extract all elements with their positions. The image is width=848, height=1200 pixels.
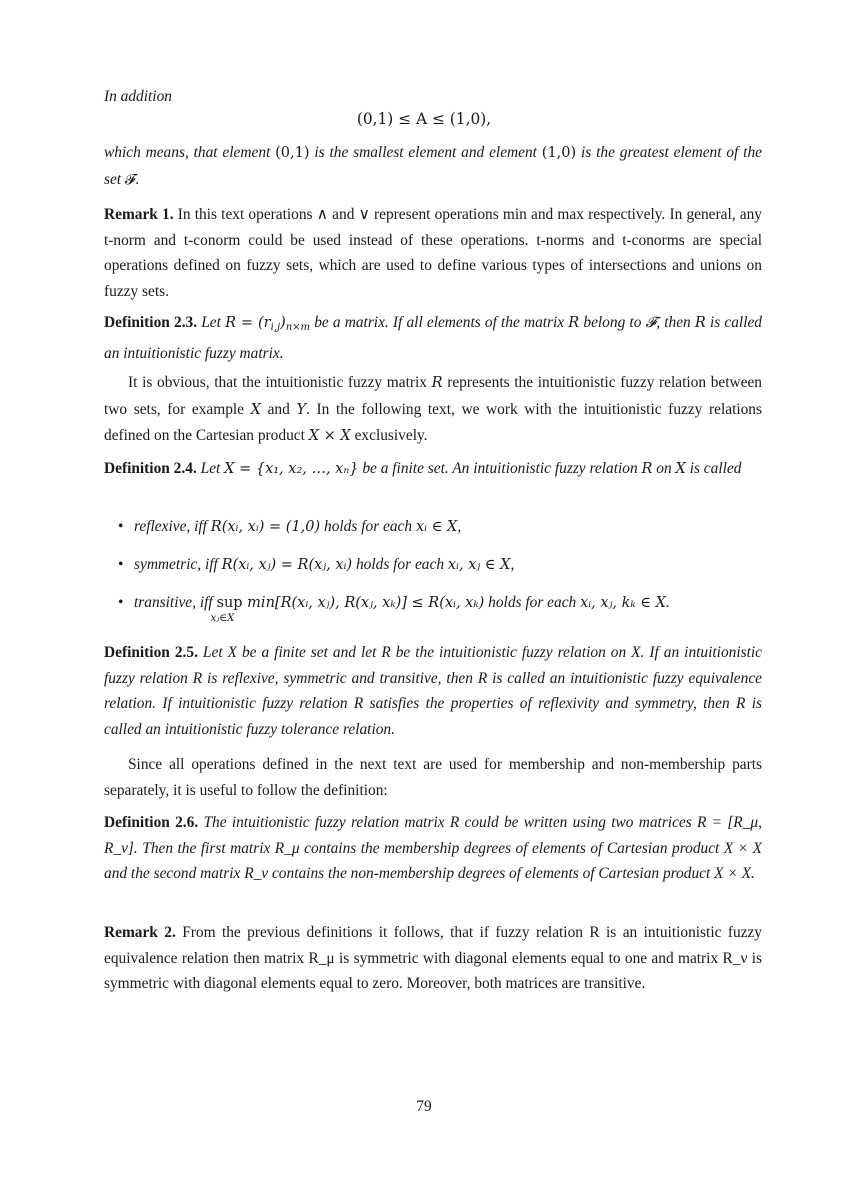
display-equation: (0,1) ≤ A ≤ (1,0), [356,110,492,128]
definition-2-3: Definition 2.3. Let $R = (r_{i,j})_{n\times m}$ be a matrix. If all elements of the matrix R belong to 𝓕, then R is called an intuitionistic fuzzy matrix. [104,314,763,362]
intro-continuation: which means, that element (0,1) is the smallest element and element (1,0) is the greatest element of the set 𝓕. [104,144,762,188]
list-item-symmetric: • symmetric, iff R(xᵢ, xⱼ) = R(xⱼ, xᵢ) holds for each xᵢ, xⱼ ∈ X, [118,556,768,594]
remark-1 [104,202,762,304]
definition-2-6 [104,810,762,887]
sup-operator: sup xⱼ∈X [210,595,243,624]
definition-2-4: Definition 2.4. Let X = {x₁, x₂, …, xₙ} be a finite set. An intuitionistic fuzzy relation R on X is called [104,460,742,477]
remark-1-text: In this text operations ∧ and ∨ represent operations min and max respectively. In general, any t-norm and t-conorm could be used instead of these operations. t-norms and t-conorms are special operations defined on fuzzy sets, which are used to define various types of intersections and unions on fuzzy sets. [104,206,762,300]
remark-2-label: Remark 2. [104,924,176,941]
relation-properties-list [118,518,768,632]
definition-2-5 [104,640,762,742]
remark-2-text: From the previous definitions it follows, that if fuzzy relation R is an intuitionistic fuzzy equivalence relation then matrix R_μ is symmetric with diagonal elements equal to one and matrix R_ν is symmetric with diagonal elements equal to zero. Moreover, both matrices are transitive. [104,924,762,993]
list-item-reflexive: • reflexive, iff R(xᵢ, xᵢ) = (1,0) holds for each xᵢ ∈ X, [118,518,768,556]
definition-2-3-label: Definition 2.3. [104,314,198,331]
definition-2-5-label: Definition 2.5. [104,644,198,661]
intro-text: In addition [104,88,172,105]
list-item-transitive: • transitive, iff sup xⱼ∈X min[R(xᵢ, xⱼ), R(xⱼ, xₖ)] ≤ R(xᵢ, xₖ) holds for each xᵢ, xⱼ, kₖ ∈ X. [118,594,768,632]
definition-2-6-label: Definition 2.6. [104,814,199,831]
paragraph-1: It is obvious, that the intuitionistic fuzzy matrix R represents the intuitionistic fuzzy relation between two sets, for example X and Y. In the following text, we work with the intuitionistic fuzzy relations defined on the Cartesian product X × X exclusively. [104,374,762,445]
definition-2-4-label: Definition 2.4. [104,460,197,477]
page-number: 79 [416,1098,432,1115]
remark-1-label: Remark 1. [104,206,174,223]
paragraph-2: Since all operations defined in the next text are used for membership and non-membership parts separately, it is useful to follow the definition: [104,756,762,799]
definition-2-5-text: Let X be a finite set and let R be the intuitionistic fuzzy relation on X. If an intuitionistic fuzzy relation R is reflexive, symmetric and transitive, then R is called an intuitionistic fuzzy equivalence relation. If intuitionistic fuzzy relation R satisfies the properties of reflexivity and symmetry, then R is called an intuitionistic fuzzy tolerance relation. [104,644,762,738]
remark-2 [104,920,762,997]
definition-2-6-text: The intuitionistic fuzzy relation matrix R could be written using two matrices R = [R_μ, R_ν]. Then the first matrix R_μ contains the membership degrees of elements of Cartesian product X × X and the second matrix R_ν contains the non-membership degrees of elements of Cartesian product X × X. [104,814,762,883]
